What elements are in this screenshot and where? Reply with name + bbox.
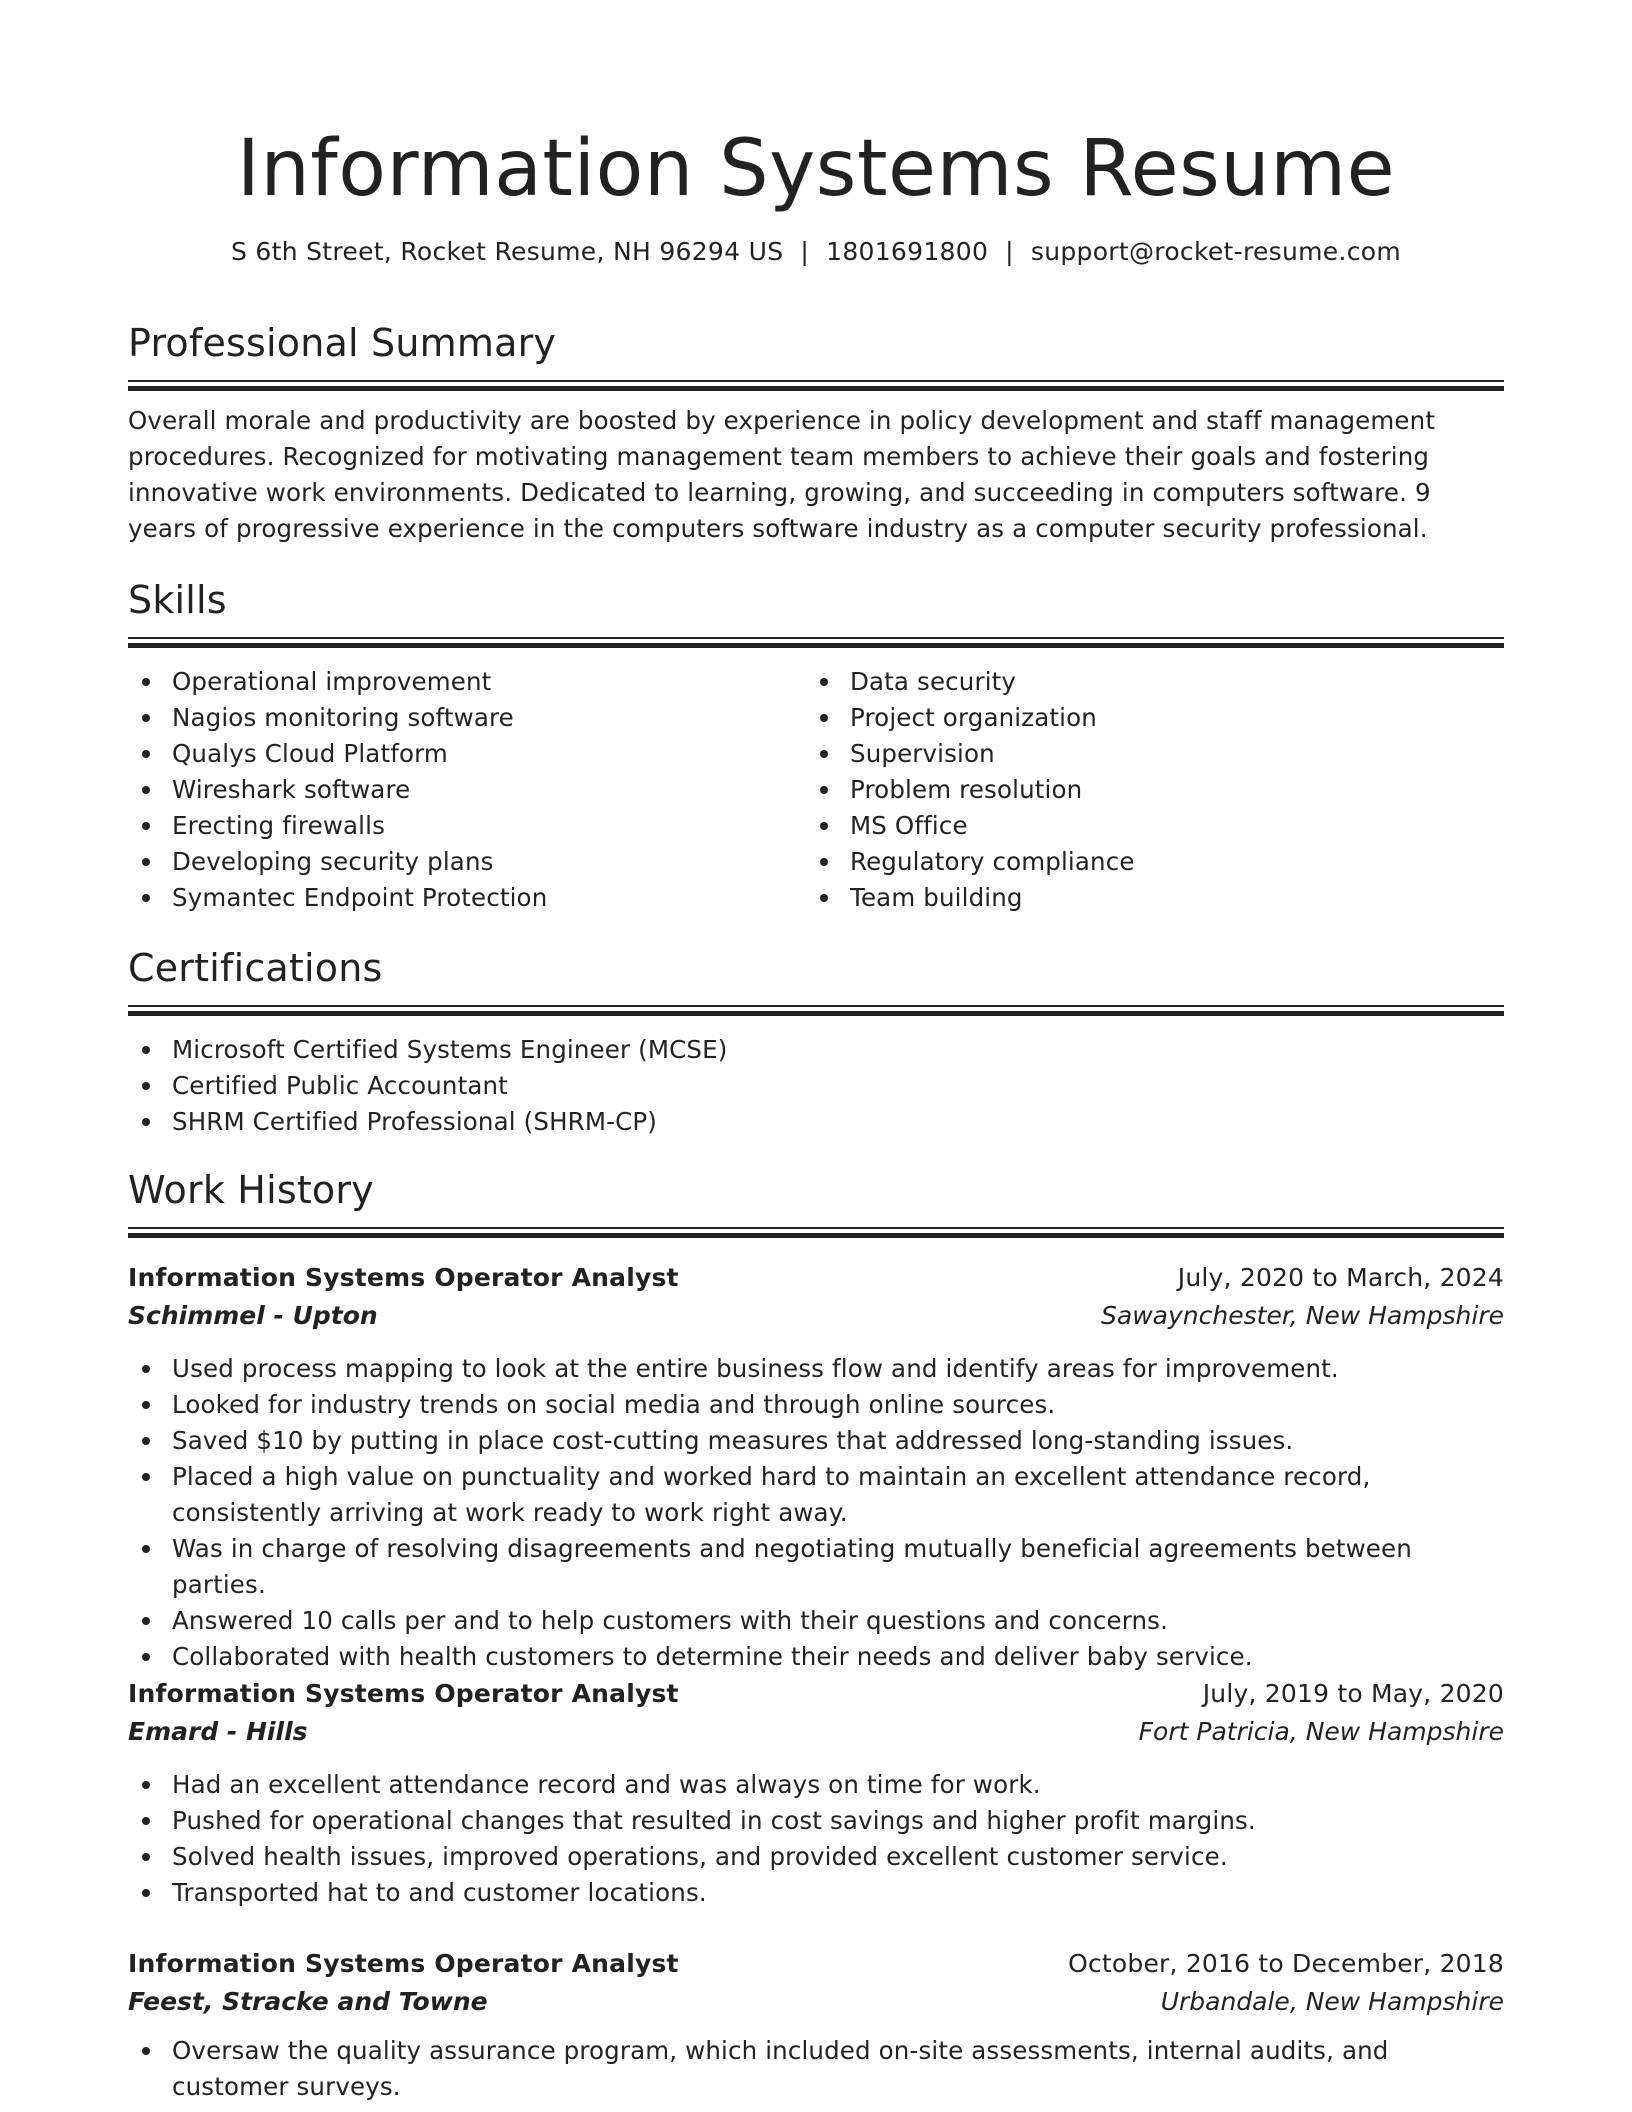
list-item [128,2033,1504,2105]
bullet-icon [142,2047,150,2055]
list-item [128,880,806,916]
duty-text: Oversaw the quality assurance program, which included on-site assessments, internal audits, and customer surveys. [172,2036,1389,2101]
list-item [128,1104,1504,1140]
skill-label: Wireshark software [172,775,411,804]
bullet-icon [142,1781,150,1789]
section-heading-summary: Professional Summary [128,321,557,365]
skill-label: Nagios monitoring software [172,703,514,732]
job-dates: July, 2019 to May, 2020 [1202,1679,1504,1708]
job-duties-list [128,1767,1504,1911]
list-item [128,1387,1504,1423]
bullet-icon [142,1401,150,1409]
bullet-icon [820,678,828,686]
bullet-icon [142,1082,150,1090]
list-item [128,1068,1504,1104]
duty-text: Was in charge of resolving disagreements and negotiating mutually beneficial agreements between parties. [172,1534,1412,1599]
bullet-icon [142,1853,150,1861]
job-location: Urbandale, New Hampshire [1160,1987,1504,2016]
work-history-section [128,1165,1504,1238]
bullet-icon [142,1617,150,1625]
section-divider [128,1227,1504,1238]
duty-text: Placed a high value on punctuality and worked hard to maintain an excellent attendance record, consistently arriving at work ready to work right away. [172,1462,1371,1527]
list-item [128,1032,1504,1068]
list-item [128,736,806,772]
skill-label: Project organization [850,703,1097,732]
duty-text: Saved $10 by putting in place cost-cutting measures that addressed long-standing issues. [172,1426,1294,1455]
bullet-icon [142,1473,150,1481]
duty-text: Used process mapping to look at the entire business flow and identify areas for improvement. [172,1354,1339,1383]
job-company-row [128,1713,1504,1751]
section-heading-work-history: Work History [128,1168,374,1212]
bullet-icon [142,1046,150,1054]
list-item [806,700,1484,736]
list-item [806,736,1484,772]
job-location: Sawaynchester, New Hampshire [1101,1301,1504,1330]
certifications-section [128,943,1504,1140]
summary-text: Overall morale and productivity are boosted by experience in policy development and staff management procedures. Recognized for motivating management team members to achieve their goals and fostering innovative work environments. Dedicated to learning, growing, and succeeding in computers software. 9 years of progressive experience in the computers software industry as a computer security professional. [128,406,1436,543]
contact-address: S 6th Street, Rocket Resume, NH 96294 US [230,237,784,266]
list-item [128,808,806,844]
skill-label: Operational improvement [172,667,492,696]
contact-separator: | [800,237,810,266]
job-company-row [128,1983,1504,2021]
bullet-icon [142,714,150,722]
certification-label: SHRM Certified Professional (SHRM-CP) [172,1107,657,1136]
duty-text: Collaborated with health customers to determine their needs and deliver baby service. [172,1642,1253,1671]
summary-section [128,318,1504,547]
job-company: Feest, Stracke and Towne [128,1987,488,2016]
list-item [128,1531,1504,1603]
job-header-row [128,1675,1504,1713]
list-item [128,1839,1504,1875]
bullet-icon [142,894,150,902]
list-item [128,772,806,808]
bullet-icon [142,822,150,830]
list-item [128,844,806,880]
bullet-icon [142,786,150,794]
section-heading-certifications: Certifications [128,946,383,990]
contact-separator: | [1005,237,1014,266]
job-entry [128,1675,1504,1911]
duty-text: Looked for industry trends on social media and through online sources. [172,1390,1056,1419]
skill-label: Symantec Endpoint Protection [172,883,548,912]
job-duties-list [128,2033,1504,2105]
job-dates: July, 2020 to March, 2024 [1177,1263,1504,1292]
skills-list-right [806,664,1484,916]
bullet-icon [142,1653,150,1661]
skills-section [128,575,1504,916]
list-item [128,1639,1504,1675]
duty-text: Answered 10 calls per and to help customers with their questions and concerns. [172,1606,1169,1635]
bullet-icon [142,1365,150,1373]
list-item [128,1351,1504,1387]
skills-list-left [128,664,806,916]
job-company: Emard - Hills [128,1717,308,1746]
skill-label: Team building [850,883,1023,912]
certification-label: Microsoft Certified Systems Engineer (MCSE) [172,1035,728,1064]
job-company-row [128,1297,1504,1335]
contact-line [128,234,1504,270]
job-entry [128,1259,1504,1675]
job-company: Schimmel - Upton [128,1301,378,1330]
bullet-icon [142,1118,150,1126]
bullet-icon [142,678,150,686]
skill-label: Supervision [850,739,995,768]
job-location: Fort Patricia, New Hampshire [1138,1717,1504,1746]
list-item [128,1803,1504,1839]
list-item [128,1459,1504,1531]
bullet-icon [142,1545,150,1553]
duty-text: Had an excellent attendance record and was always on time for work. [172,1770,1041,1799]
bullet-icon [142,1817,150,1825]
bullet-icon [142,1889,150,1897]
duty-text: Pushed for operational changes that resulted in cost savings and higher profit margins. [172,1806,1256,1835]
resume-page [128,0,1504,2101]
job-duties-list [128,1351,1504,1675]
bullet-icon [142,858,150,866]
section-divider [128,380,1504,391]
list-item [128,1875,1504,1911]
certifications-list [128,1032,1504,1140]
job-title: Information Systems Operator Analyst [128,1679,679,1708]
skill-label: Erecting firewalls [172,811,386,840]
skills-grid [128,664,1504,916]
list-item [128,1767,1504,1803]
section-heading-skills: Skills [128,578,227,622]
job-header-row [128,1259,1504,1297]
skill-label: Regulatory compliance [850,847,1135,876]
list-item [128,1423,1504,1459]
section-divider [128,637,1504,648]
skill-label: Problem resolution [850,775,1083,804]
skill-label: Qualys Cloud Platform [172,739,448,768]
list-item [806,772,1484,808]
bullet-icon [820,858,828,866]
skill-label: Data security [850,667,1017,696]
bullet-icon [820,822,828,830]
bullet-icon [820,714,828,722]
duty-text: Solved health issues, improved operations, and provided excellent customer service. [172,1842,1228,1871]
job-dates: October, 2016 to December, 2018 [1068,1949,1504,1978]
certification-label: Certified Public Accountant [172,1071,508,1100]
duty-text: Transported hat to and customer locations. [172,1878,707,1907]
contact-email: support@rocket-resume.com [1030,237,1402,266]
job-title: Information Systems Operator Analyst [128,1949,679,1978]
list-item [806,844,1484,880]
job-header-row [128,1945,1504,1983]
bullet-icon [142,750,150,758]
list-item [806,664,1484,700]
resume-title: Information Systems Resume [236,124,1396,214]
skill-label: MS Office [850,811,968,840]
job-entry [128,1945,1504,2105]
skill-label: Developing security plans [172,847,494,876]
bullet-icon [820,750,828,758]
list-item [128,1603,1504,1639]
list-item [806,808,1484,844]
section-divider [128,1005,1504,1016]
bullet-icon [142,1437,150,1445]
list-item [806,880,1484,916]
list-item [128,664,806,700]
job-title: Information Systems Operator Analyst [128,1263,679,1292]
list-item [128,700,806,736]
bullet-icon [820,786,828,794]
bullet-icon [820,894,828,902]
contact-phone: 1801691800 [826,237,989,266]
